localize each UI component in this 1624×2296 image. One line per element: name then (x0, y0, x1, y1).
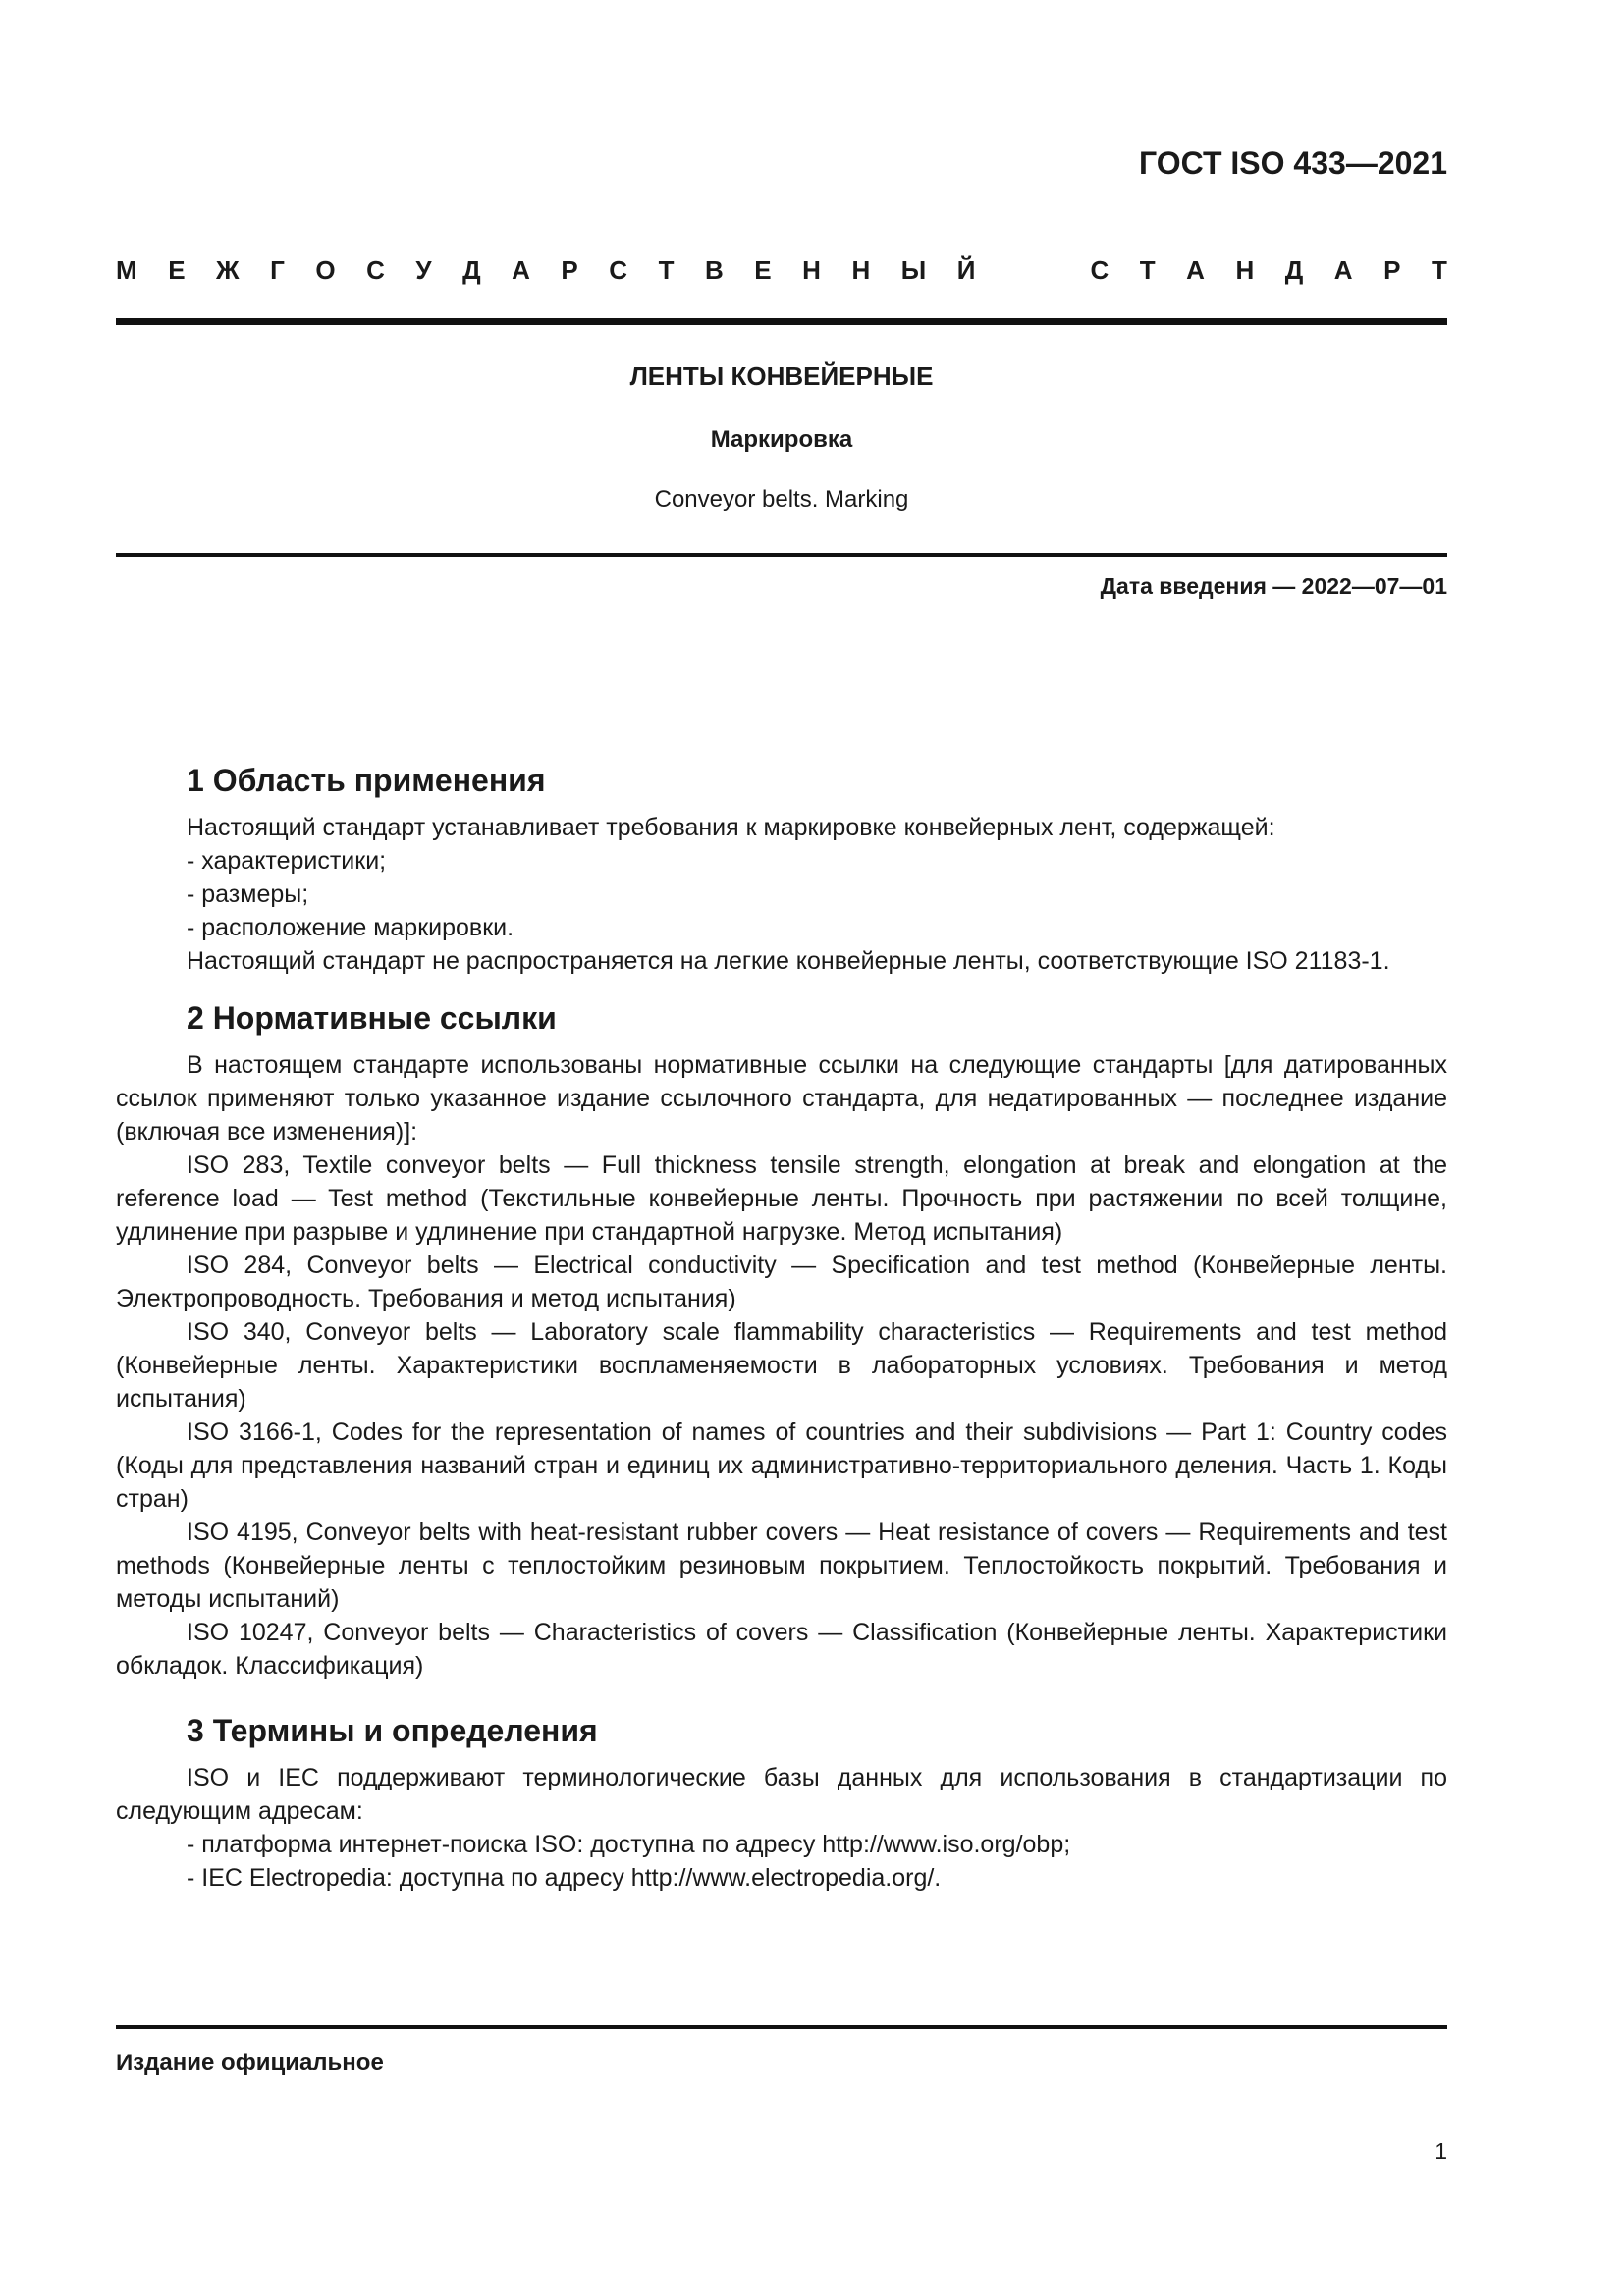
page-number: 1 (1435, 2138, 1447, 2163)
banner-letter: А (1186, 255, 1205, 285)
interstate-standard-banner (116, 255, 1447, 286)
paragraph: ISO 10247, Conveyor belts — Characteristics of covers — Classification (Конвейерные ленты. Характеристики обкладок. Классификация) (116, 1619, 1447, 1680)
banner-letter: В (704, 255, 724, 285)
banner-letter: А (1333, 255, 1353, 285)
banner-letter: О (315, 255, 336, 285)
list-item: - характеристики; (187, 847, 387, 875)
banner-letter: Е (754, 255, 772, 285)
banner-letter: Р (561, 255, 578, 285)
paragraph: ISO 284, Conveyor belts — Electrical conductivity — Specification and test method (Конвейерные ленты. Электропроводность. Требования и метод испытания) (116, 1252, 1447, 1312)
section-1 (116, 758, 1447, 978)
paragraph: ISO 340, Conveyor belts — Laboratory scale flammability characteristics — Requirements and test method (Конвейерные ленты. Характеристики воспламеняемости в лабораторных условиях. Требования и метод испытания) (116, 1318, 1447, 1413)
banner-letter: М (116, 255, 137, 285)
banner-letter: Й (956, 255, 976, 285)
document-number: ГОСТ ISO 433—2021 (1139, 145, 1447, 181)
paragraph: В настоящем стандарте использованы нормативные ссылки на следующие стандарты [для датированных ссылок применяют только указанное издание ссылочного стандарта, для недатированных — последнее издание (включая все изменения)]: (116, 1051, 1447, 1146)
english-title: Conveyor belts. Marking (654, 486, 909, 512)
footer-rule (116, 2025, 1447, 2029)
list-item: - размеры; (187, 881, 309, 908)
banner-letter: Т (1431, 255, 1447, 285)
banner-letter: Ы (900, 255, 927, 285)
section-heading: 1 Область применения (187, 763, 546, 798)
banner-letter: С (609, 255, 628, 285)
section-heading: 3 Термины и определения (187, 1713, 598, 1748)
banner-letter: С (366, 255, 385, 285)
banner-letter: Т (1139, 255, 1156, 285)
paragraph: ISO 283, Textile conveyor belts — Full thickness tensile strength, elongation at break and elongation at the reference load — Test method (Текстильные конвейерные ленты. Прочность при растяжении по всей толщине, удлинение при разрыве и удлинение при стандартной нагрузке. Метод испытания) (116, 1151, 1447, 1246)
banner-letter: Г (270, 255, 285, 285)
banner-letter: Н (1235, 255, 1255, 285)
paragraph: ISO 4195, Conveyor belts with heat-resistant rubber covers — Heat resistance of covers — Requirements and test methods (Конвейерные ленты с теплостойким резиновым покрытием. Теплостойкость покрытий. Требования и методы испытаний) (116, 1519, 1447, 1613)
banner-letter: Ж (216, 255, 240, 285)
list-item: - расположение маркировки. (187, 914, 514, 941)
banner-word-gap (1006, 255, 1059, 286)
banner-letter: Д (462, 255, 481, 285)
section-heading: 2 Нормативные ссылки (187, 1000, 557, 1036)
list-item: - платформа интернет-поиска ISO: доступна по адресу http://www.iso.org/obp; (187, 1831, 1071, 1858)
section-3 (116, 1708, 1447, 1895)
banner-letter: Т (658, 255, 675, 285)
introduction-date: Дата введения — 2022—07—01 (1100, 573, 1447, 599)
banner-letter: С (1090, 255, 1110, 285)
banner-letter: А (512, 255, 530, 285)
banner-letter: Е (168, 255, 186, 285)
title-rule (116, 553, 1447, 557)
banner-letter: Н (802, 255, 821, 285)
document-subtitle: Маркировка (710, 426, 853, 453)
paragraph: ISO 3166-1, Codes for the representation of names of countries and their subdivisions — Part 1: Country codes (Коды для представления названий стран и единиц их административно-территориального деления. Часть 1. Коды стран) (116, 1418, 1447, 1513)
banner-letter: У (415, 255, 432, 285)
header-rule (116, 318, 1447, 325)
official-edition-label: Издание официальное (116, 2050, 384, 2076)
document-body (116, 758, 1447, 1920)
section-2 (116, 995, 1447, 1682)
banner-letter: Д (1284, 255, 1304, 285)
paragraph: Настоящий стандарт не распространяется на легкие конвейерные ленты, соответствующие ISO 21183-1. (187, 947, 1390, 975)
list-item: - IEC Electropedia: доступна по адресу http://www.electropedia.org/. (187, 1864, 942, 1892)
document-title: ЛЕНТЫ КОНВЕЙЕРНЫЕ (629, 361, 934, 391)
paragraph: ISO и IEC поддерживают терминологические базы данных для использования в стандартизации по следующим адресам: (116, 1764, 1447, 1825)
banner-letter: Н (851, 255, 871, 285)
paragraph: Настоящий стандарт устанавливает требования к маркировке конвейерных лент, содержащей: (187, 814, 1275, 841)
banner-letter: Р (1383, 255, 1401, 285)
